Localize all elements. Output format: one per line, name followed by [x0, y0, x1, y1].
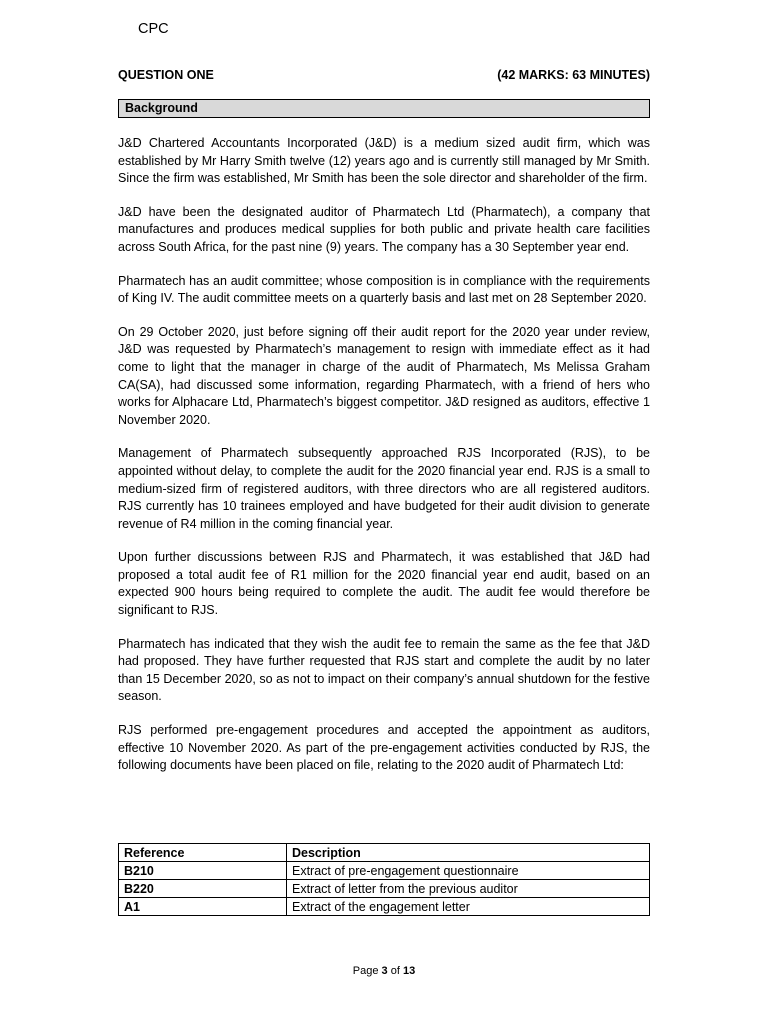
table-row [119, 862, 650, 880]
column-header-reference: Reference [119, 844, 287, 862]
page-separator: of [390, 965, 400, 977]
total-pages: 13 [402, 965, 416, 977]
paragraph: On 29 October 2020, just before signing off their audit report for the 2020 year under review, J&D was requested by Pharmatech’s management to resign with immediate effect as it had come to light that the manager in charge of the audit of Pharmatech, Ms Melissa Graham CA(SA), had discussed some information, regarding Pharmatech, with a friend of hers who works for Alphacare Ltd, Pharmatech’s biggest competitor. J&D resigned as auditors, effective 1 November 2020. [118, 324, 650, 427]
reference-cell: B210 [119, 862, 287, 880]
table-header-row [119, 844, 650, 862]
paragraph: Pharmatech has indicated that they wish the audit fee to remain the same as the fee that J&D had proposed. They have further requested that RJS start and complete the audit by no later than 15 December 2020, so as not to impact on their company’s annual shutdown for the festive season. [118, 636, 650, 704]
current-page: 3 [381, 965, 388, 977]
paragraph: J&D have been the designated auditor of Pharmatech Ltd (Pharmatech), a company that manufactures and produces medical supplies for both public and private health care facilities across South Africa, for the past nine (9) years. The company has a 30 September year end. [118, 204, 650, 254]
description-cell: Extract of the engagement letter [287, 898, 650, 916]
section-heading: Background [125, 101, 198, 115]
table-row [119, 898, 650, 916]
paragraph: Upon further discussions between RJS and Pharmatech, it was established that J&D had proposed a total audit fee of R1 million for the 2020 financial year end audit, based on an expected 900 hours being required to complete the audit. The audit fee would therefore be significant to RJS. [118, 550, 650, 618]
documents-table [118, 843, 650, 916]
body-text [118, 135, 650, 791]
paragraph: Management of Pharmatech subsequently approached RJS Incorporated (RJS), to be appointed without delay, to complete the audit for the 2020 financial year end. RJS is a small to medium-sized firm of registered auditors, with three directors who are all registered auditors. RJS currently has 10 trainees employed and have budgeted for their audit division to generate revenue of R4 million in the coming financial year. [118, 446, 650, 531]
question-heading [118, 68, 650, 82]
paragraph: Pharmatech has an audit committee; whose composition is in compliance with the requirements of King IV. The audit committee meets on a quarterly basis and last met on 28 September 2020. [118, 273, 650, 306]
description-cell: Extract of letter from the previous auditor [287, 880, 650, 898]
page-number-footer [0, 965, 768, 977]
page-label: Page [352, 965, 379, 977]
background-section-box [118, 99, 650, 118]
reference-cell: B220 [119, 880, 287, 898]
description-cell: Extract of pre-engagement questionnaire [287, 862, 650, 880]
reference-cell: A1 [119, 898, 287, 916]
question-marks: (42 MARKS: 63 MINUTES) [497, 68, 650, 82]
table-row [119, 880, 650, 898]
question-title: QUESTION ONE [118, 68, 214, 82]
paragraph: RJS performed pre-engagement procedures and accepted the appointment as auditors, effective 10 November 2020. As part of the pre-engagement activities conducted by RJS, the following documents have been placed on file, relating to the 2020 audit of Pharmatech Ltd: [118, 723, 650, 773]
column-header-description: Description [287, 844, 650, 862]
document-header-code: CPC [138, 21, 169, 37]
paragraph: J&D Chartered Accountants Incorporated (J&D) is a medium sized audit firm, which was established by Mr Harry Smith twelve (12) years ago and is currently still managed by Mr Smith. Since the firm was established, Mr Smith has been the sole director and shareholder of the firm. [118, 136, 650, 186]
